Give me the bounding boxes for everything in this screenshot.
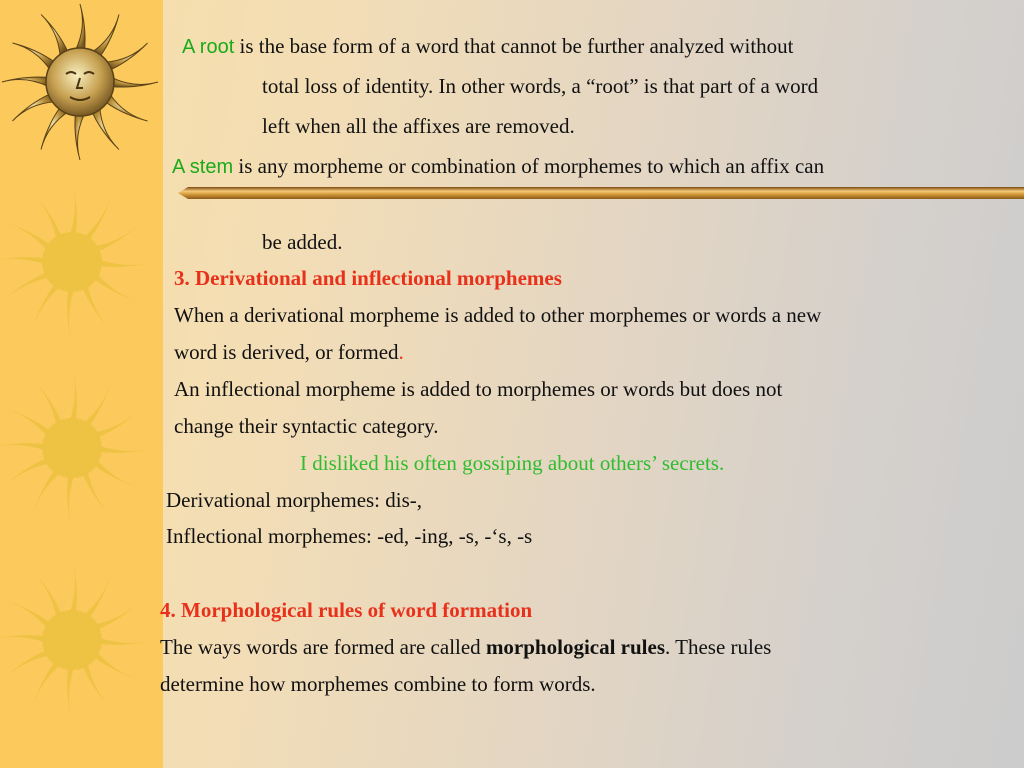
derivational-text: word is derived, or formed: [174, 340, 399, 364]
left-sidebar: [0, 0, 163, 768]
inflectional-line-1: An inflectional morpheme is added to morphemes or words but does not: [174, 377, 783, 401]
divider-bar: [178, 184, 1024, 202]
sun-icon: [0, 366, 154, 530]
rules-text-pre: The ways words are formed are called: [160, 635, 486, 659]
sun-icon: [0, 558, 154, 722]
root-term: A root: [182, 36, 235, 58]
rules-line-2: determine how morphemes combine to form words.: [160, 672, 596, 696]
derivational-line-2: [174, 339, 404, 365]
sun-icon: [0, 180, 154, 344]
derivational-line-1: When a derivational morpheme is added to other morphemes or words a new: [174, 303, 822, 327]
derivational-morphemes-list: Derivational morphemes: dis-,: [166, 488, 423, 512]
root-definition-line-3: left when all the affixes are removed.: [262, 114, 575, 138]
stem-definition-line-2: be added.: [262, 230, 343, 254]
sun-face-icon: [2, 4, 158, 160]
rules-bold-term: morphological rules: [485, 635, 666, 659]
inflectional-line-2: change their syntactic category.: [174, 414, 439, 438]
inflectional-morphemes-list: Inflectional morphemes: -ed, -ing, -s, -‘s, -s: [166, 524, 533, 548]
section-heading-3: 3. Derivational and inflectional morphemes: [174, 266, 562, 290]
section-heading-4: 4. Morphological rules of word formation: [160, 598, 533, 622]
stem-definition-line-1: [172, 153, 824, 180]
root-definition-line-2: total loss of identity. In other words, a “root” is that part of a word: [262, 74, 819, 98]
rules-text-post: . These rules: [665, 635, 772, 659]
stem-term: A stem: [172, 156, 234, 178]
root-definition-line-1: [182, 33, 794, 60]
stem-def-text: is any morpheme or combination of morphemes to which an affix can: [233, 154, 825, 178]
example-sentence: I disliked his often gossiping about others’ secrets.: [300, 451, 725, 475]
root-def-text: is the base form of a word that cannot be further analyzed without: [234, 34, 794, 58]
derivational-period: .: [398, 340, 404, 364]
sidebar-art: [0, 0, 163, 768]
rules-line-1: [160, 634, 771, 660]
